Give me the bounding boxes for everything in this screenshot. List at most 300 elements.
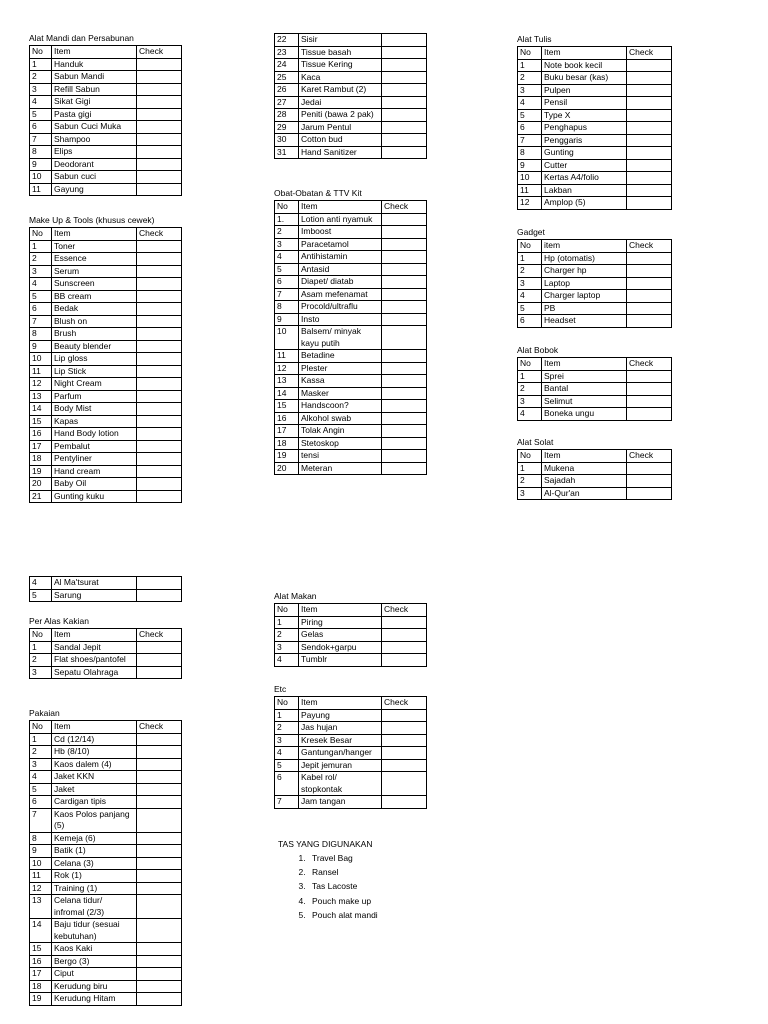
check-cell[interactable]: [627, 147, 672, 160]
table-row: [518, 315, 672, 328]
row-number: 18: [30, 980, 52, 993]
check-cell[interactable]: [382, 734, 427, 747]
table-row: [30, 71, 182, 84]
table-row: [30, 58, 182, 71]
table-row: [30, 980, 182, 993]
row-number: 2: [30, 71, 52, 84]
check-cell[interactable]: [382, 46, 427, 59]
check-cell[interactable]: [382, 238, 427, 251]
row-number: 1: [30, 240, 52, 253]
check-cell[interactable]: [137, 133, 182, 146]
header-item: Item: [542, 47, 627, 60]
table-row: [518, 84, 672, 97]
check-cell[interactable]: [137, 403, 182, 416]
check-cell[interactable]: [137, 365, 182, 378]
check-cell[interactable]: [382, 288, 427, 301]
check-cell[interactable]: [382, 276, 427, 289]
table-row: [275, 263, 427, 276]
check-cell[interactable]: [382, 226, 427, 239]
check-cell[interactable]: [382, 84, 427, 97]
row-number: 6: [275, 772, 299, 796]
check-cell[interactable]: [137, 378, 182, 391]
check-cell[interactable]: [137, 340, 182, 353]
check-cell[interactable]: [382, 213, 427, 226]
check-cell[interactable]: [137, 641, 182, 654]
row-item: Kabel rol/ stopkontak: [299, 772, 382, 796]
check-cell[interactable]: [382, 71, 427, 84]
row-item: Al Ma'tsurat: [52, 577, 137, 590]
row-item: Laptop: [542, 277, 627, 290]
check-cell[interactable]: [627, 408, 672, 421]
row-number: 2: [275, 226, 299, 239]
checklist-table: [517, 449, 672, 500]
table-block: [29, 576, 182, 602]
row-item: Hp (otomatis): [542, 252, 627, 265]
header-no: No: [518, 358, 542, 371]
row-number: 9: [30, 158, 52, 171]
check-cell[interactable]: [137, 882, 182, 895]
table-row: [30, 955, 182, 968]
table-row: [30, 253, 182, 266]
check-cell[interactable]: [627, 134, 672, 147]
check-cell[interactable]: [382, 109, 427, 122]
check-cell[interactable]: [137, 303, 182, 316]
check-cell[interactable]: [137, 265, 182, 278]
row-number: 26: [275, 84, 299, 97]
check-cell[interactable]: [382, 796, 427, 809]
check-cell[interactable]: [382, 759, 427, 772]
table-row: [30, 171, 182, 184]
check-cell[interactable]: [137, 870, 182, 883]
row-number: 4: [275, 251, 299, 264]
table-row: [275, 84, 427, 97]
table-row: [30, 771, 182, 784]
check-cell[interactable]: [137, 478, 182, 491]
table-row: [30, 403, 182, 416]
header-check: Check: [137, 629, 182, 642]
check-cell[interactable]: [137, 980, 182, 993]
header-check: Check: [382, 201, 427, 214]
row-number: 5: [30, 783, 52, 796]
table-block: [517, 436, 672, 500]
table-row: [30, 919, 182, 943]
row-number: 19: [30, 993, 52, 1006]
check-cell[interactable]: [137, 315, 182, 328]
header-item: Item: [299, 604, 382, 617]
table-title: Alat Tulis: [517, 34, 552, 44]
check-cell[interactable]: [382, 375, 427, 388]
row-number: 7: [30, 808, 52, 832]
row-number: 8: [275, 301, 299, 314]
header-item: Item: [542, 358, 627, 371]
check-cell[interactable]: [627, 315, 672, 328]
row-number: 2: [275, 629, 299, 642]
check-cell[interactable]: [137, 943, 182, 956]
check-cell[interactable]: [137, 783, 182, 796]
row-item: Kertas A4/folio: [542, 172, 627, 185]
row-item: Tissue Kering: [299, 59, 382, 72]
check-cell[interactable]: [382, 134, 427, 147]
table-row: [30, 158, 182, 171]
check-cell[interactable]: [137, 796, 182, 809]
check-cell[interactable]: [137, 968, 182, 981]
row-item: Mukena: [542, 462, 627, 475]
table-header-row: [30, 629, 182, 642]
check-cell[interactable]: [382, 462, 427, 475]
check-cell[interactable]: [137, 654, 182, 667]
table-row: [275, 226, 427, 239]
row-number: 7: [275, 288, 299, 301]
row-item: Bantal: [542, 383, 627, 396]
check-cell[interactable]: [627, 265, 672, 278]
check-cell[interactable]: [137, 83, 182, 96]
check-cell[interactable]: [137, 993, 182, 1006]
row-number: 8: [30, 146, 52, 159]
table-row: [518, 72, 672, 85]
check-cell[interactable]: [382, 772, 427, 796]
row-item: Gelas: [299, 629, 382, 642]
row-item: Body Mist: [52, 403, 137, 416]
table-row: [275, 109, 427, 122]
check-cell[interactable]: [137, 955, 182, 968]
check-cell[interactable]: [627, 395, 672, 408]
table-title: Alat Bobok: [517, 345, 559, 355]
check-cell[interactable]: [627, 59, 672, 72]
check-cell[interactable]: [627, 252, 672, 265]
row-item: Charger laptop: [542, 290, 627, 303]
table-row: [30, 746, 182, 759]
check-cell[interactable]: [627, 475, 672, 488]
table-row: [518, 302, 672, 315]
check-cell[interactable]: [137, 183, 182, 196]
table-row: [30, 278, 182, 291]
row-number: 4: [275, 654, 299, 667]
row-number: 10: [30, 171, 52, 184]
check-cell[interactable]: [382, 400, 427, 413]
check-cell[interactable]: [382, 59, 427, 72]
check-cell[interactable]: [382, 629, 427, 642]
check-cell[interactable]: [627, 159, 672, 172]
check-cell[interactable]: [137, 758, 182, 771]
check-cell[interactable]: [627, 487, 672, 500]
table-row: [275, 387, 427, 400]
row-number: 31: [275, 146, 299, 159]
table-row: [30, 440, 182, 453]
row-item: Pensil: [542, 97, 627, 110]
check-cell[interactable]: [137, 253, 182, 266]
header-item: Item: [299, 201, 382, 214]
check-cell[interactable]: [137, 146, 182, 159]
table-row: [275, 747, 427, 760]
header-no: No: [518, 450, 542, 463]
check-cell[interactable]: [137, 746, 182, 759]
check-cell[interactable]: [627, 277, 672, 290]
row-number: 3: [518, 395, 542, 408]
header-check: Check: [382, 604, 427, 617]
checklist-table: [274, 200, 427, 475]
check-cell[interactable]: [382, 437, 427, 450]
row-number: 11: [30, 870, 52, 883]
table-row: [30, 146, 182, 159]
row-item: Penggaris: [542, 134, 627, 147]
row-number: 1.: [275, 213, 299, 226]
check-cell[interactable]: [382, 654, 427, 667]
table-row: [30, 428, 182, 441]
table-row: [275, 462, 427, 475]
table-header-row: [30, 721, 182, 734]
row-item: Payung: [299, 709, 382, 722]
row-number: 5: [518, 302, 542, 315]
row-number: 6: [30, 303, 52, 316]
check-cell[interactable]: [137, 919, 182, 943]
row-item: Antasid: [299, 263, 382, 276]
header-check: Check: [137, 46, 182, 59]
row-item: Sabun Cuci Muka: [52, 121, 137, 134]
row-item: Masker: [299, 387, 382, 400]
table-row: [30, 478, 182, 491]
row-number: 4: [30, 577, 52, 590]
check-cell[interactable]: [627, 197, 672, 210]
check-cell[interactable]: [382, 616, 427, 629]
row-number: 14: [30, 919, 52, 943]
table-row: [518, 277, 672, 290]
row-item: Boneka ungu: [542, 408, 627, 421]
row-number: 16: [30, 428, 52, 441]
table-row: [30, 895, 182, 919]
row-number: 8: [30, 328, 52, 341]
row-item: Celana tidur/ infromal (2/3): [52, 895, 137, 919]
table-row: [518, 487, 672, 500]
table-row: [275, 412, 427, 425]
row-number: 14: [30, 403, 52, 416]
check-cell[interactable]: [382, 34, 427, 47]
row-number: 4: [518, 408, 542, 421]
table-header-row: [275, 604, 427, 617]
row-number: 3: [30, 758, 52, 771]
check-cell[interactable]: [627, 122, 672, 135]
row-item: Baby Oil: [52, 478, 137, 491]
check-cell[interactable]: [382, 412, 427, 425]
checklist-table: [29, 628, 182, 679]
checklist-table: [29, 45, 182, 196]
check-cell[interactable]: [382, 387, 427, 400]
check-cell[interactable]: [382, 121, 427, 134]
row-number: 13: [30, 895, 52, 919]
check-cell[interactable]: [137, 121, 182, 134]
row-number: 25: [275, 71, 299, 84]
check-cell[interactable]: [382, 251, 427, 264]
row-number: 3: [518, 84, 542, 97]
row-item: Stetoskop: [299, 437, 382, 450]
table-row: [30, 870, 182, 883]
check-cell[interactable]: [382, 313, 427, 326]
check-cell[interactable]: [627, 97, 672, 110]
row-item: Sikat Gigi: [52, 96, 137, 109]
check-cell[interactable]: [137, 158, 182, 171]
check-cell[interactable]: [137, 390, 182, 403]
row-item: Balsem/ minyak kayu putih: [299, 326, 382, 350]
check-cell[interactable]: [627, 290, 672, 303]
check-cell[interactable]: [382, 146, 427, 159]
table-row: [518, 252, 672, 265]
table-title: Pakaian: [29, 708, 60, 718]
check-cell[interactable]: [137, 58, 182, 71]
check-cell[interactable]: [382, 362, 427, 375]
row-number: 1: [518, 370, 542, 383]
row-item: Deodorant: [52, 158, 137, 171]
check-cell[interactable]: [382, 709, 427, 722]
check-cell[interactable]: [137, 353, 182, 366]
row-number: 6: [518, 315, 542, 328]
table-row: [30, 265, 182, 278]
check-cell[interactable]: [137, 453, 182, 466]
row-item: Bedak: [52, 303, 137, 316]
check-cell[interactable]: [627, 84, 672, 97]
check-cell[interactable]: [137, 589, 182, 602]
check-cell[interactable]: [627, 302, 672, 315]
check-cell[interactable]: [382, 96, 427, 109]
table-row: [275, 759, 427, 772]
row-number: 16: [275, 412, 299, 425]
check-cell[interactable]: [137, 771, 182, 784]
row-number: 2: [275, 722, 299, 735]
check-cell[interactable]: [137, 71, 182, 84]
row-item: Sepatu Olahraga: [52, 666, 137, 679]
row-item: Amplop (5): [542, 197, 627, 210]
row-number: 1: [275, 709, 299, 722]
check-cell[interactable]: [627, 172, 672, 185]
row-item: Diapet/ diatab: [299, 276, 382, 289]
row-item: Headset: [542, 315, 627, 328]
check-cell[interactable]: [137, 733, 182, 746]
table-row: [275, 46, 427, 59]
check-cell[interactable]: [137, 832, 182, 845]
row-number: 23: [275, 46, 299, 59]
check-cell[interactable]: [627, 462, 672, 475]
check-cell[interactable]: [382, 747, 427, 760]
check-cell[interactable]: [137, 428, 182, 441]
row-number: 17: [30, 968, 52, 981]
check-cell[interactable]: [627, 383, 672, 396]
row-item: Serum: [52, 265, 137, 278]
checklist-table: [274, 696, 427, 809]
table-row: [275, 326, 427, 350]
row-item: Sajadah: [542, 475, 627, 488]
row-number: 3: [30, 666, 52, 679]
check-cell[interactable]: [137, 577, 182, 590]
row-number: 2: [30, 746, 52, 759]
check-cell[interactable]: [137, 490, 182, 503]
table-row: [518, 383, 672, 396]
table-row: [518, 159, 672, 172]
table-row: [275, 121, 427, 134]
check-cell[interactable]: [382, 641, 427, 654]
check-cell[interactable]: [627, 184, 672, 197]
header-no: No: [30, 228, 52, 241]
check-cell[interactable]: [137, 895, 182, 919]
row-item: Jaket KKN: [52, 771, 137, 784]
table-row: [30, 490, 182, 503]
table-row: [275, 276, 427, 289]
row-item: Kapas: [52, 415, 137, 428]
row-item: Insto: [299, 313, 382, 326]
row-number: 21: [30, 490, 52, 503]
check-cell[interactable]: [137, 96, 182, 109]
check-cell[interactable]: [382, 263, 427, 276]
table-row: [30, 390, 182, 403]
header-item: Item: [52, 228, 137, 241]
row-number: 20: [30, 478, 52, 491]
check-cell[interactable]: [382, 350, 427, 363]
row-number: 3: [30, 83, 52, 96]
row-item: Gunting: [542, 147, 627, 160]
table-row: [275, 641, 427, 654]
check-cell[interactable]: [137, 108, 182, 121]
row-item: tensi: [299, 450, 382, 463]
check-cell[interactable]: [137, 328, 182, 341]
check-cell[interactable]: [382, 301, 427, 314]
checklist-table: [517, 46, 672, 210]
row-number: 9: [30, 845, 52, 858]
table-row: [30, 654, 182, 667]
checklist-table: [274, 603, 427, 667]
row-number: 20: [275, 462, 299, 475]
table-row: [518, 370, 672, 383]
row-item: Hb (8/10): [52, 746, 137, 759]
check-cell[interactable]: [137, 290, 182, 303]
check-cell[interactable]: [382, 722, 427, 735]
row-item: Hand cream: [52, 465, 137, 478]
row-item: Jas hujan: [299, 722, 382, 735]
table-row: [30, 83, 182, 96]
check-cell[interactable]: [137, 171, 182, 184]
row-number: 19: [30, 465, 52, 478]
header-no: No: [30, 629, 52, 642]
row-number: 2: [518, 72, 542, 85]
row-item: Paracetamol: [299, 238, 382, 251]
check-cell[interactable]: [137, 857, 182, 870]
check-cell[interactable]: [137, 845, 182, 858]
check-cell[interactable]: [137, 278, 182, 291]
table-row: [30, 315, 182, 328]
check-cell[interactable]: [382, 450, 427, 463]
table-row: [275, 722, 427, 735]
check-cell[interactable]: [137, 465, 182, 478]
check-cell[interactable]: [627, 72, 672, 85]
row-number: 4: [275, 747, 299, 760]
check-cell[interactable]: [137, 808, 182, 832]
check-cell[interactable]: [137, 240, 182, 253]
check-cell[interactable]: [627, 370, 672, 383]
check-cell[interactable]: [137, 440, 182, 453]
check-cell[interactable]: [137, 666, 182, 679]
row-item: Celana (3): [52, 857, 137, 870]
row-item: Lip Stick: [52, 365, 137, 378]
header-no: No: [275, 697, 299, 710]
check-cell[interactable]: [382, 425, 427, 438]
row-number: 18: [30, 453, 52, 466]
check-cell[interactable]: [627, 109, 672, 122]
row-number: 15: [275, 400, 299, 413]
list-item: 4. Pouch make up: [308, 894, 378, 908]
checklist-table: [29, 576, 182, 602]
table-row: [30, 845, 182, 858]
checklist-table: [274, 33, 427, 159]
row-number: 9: [30, 340, 52, 353]
check-cell[interactable]: [137, 415, 182, 428]
row-item: Baju tidur (sesuai kebutuhan): [52, 919, 137, 943]
check-cell[interactable]: [382, 326, 427, 350]
